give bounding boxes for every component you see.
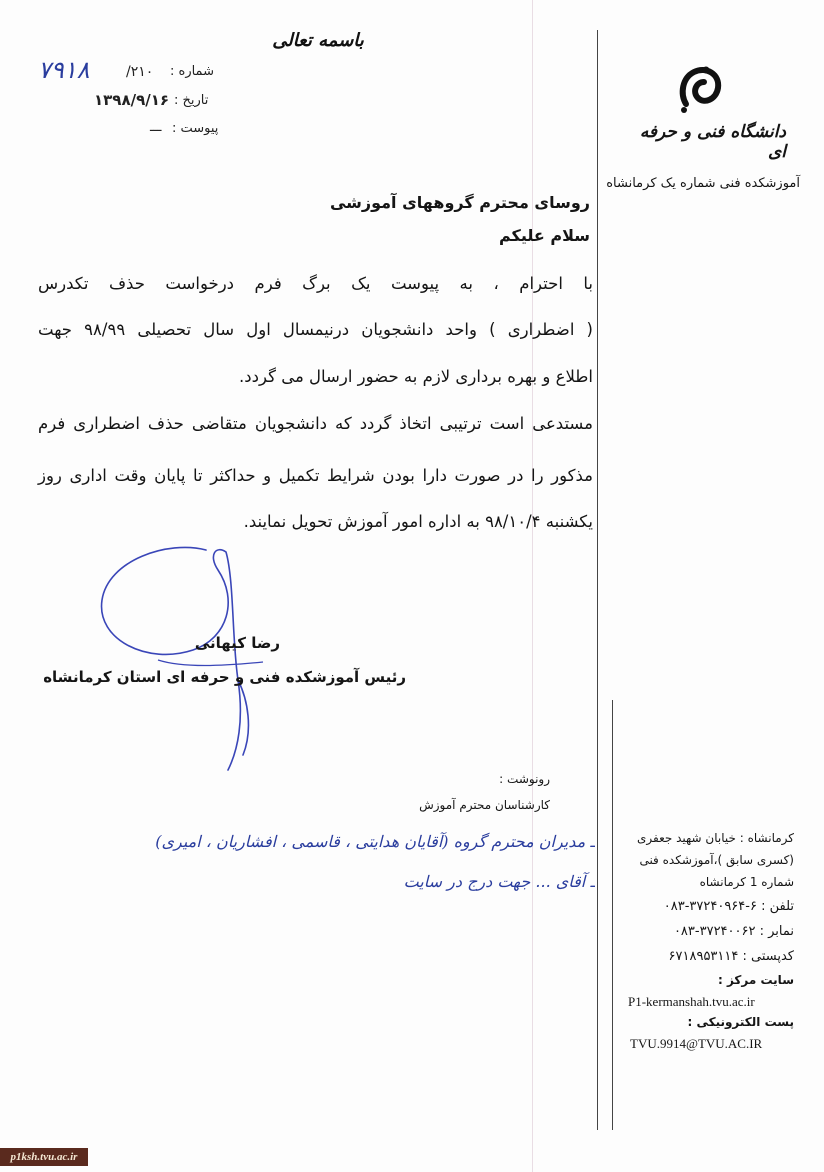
cc-recipient: کارشناسان محترم آموزش [419,798,550,812]
date-value: ۱۳۹۸/۹/۱۶ [94,91,170,109]
number-value: /۲۱۰ [126,64,154,80]
address-line-2: (کسری سابق )،آموزشکده فنی [639,853,794,867]
fold-line [532,0,533,1172]
email-link[interactable]: TVU.9914@TVU.AC.IR [630,1036,763,1051]
postal-code: کدپستی : ۶۷۱۸۹۵۳۱۱۴ [668,949,794,964]
number-handwritten: ۷۹۱۸ [38,56,90,84]
body-line-5: مذکور را در صورت دارا بودن شرایط تکمیل و حداکثر تا پایان وقت اداری روز [38,466,593,485]
email-label: پست الکترونیکی : [687,1015,794,1029]
cc-handwritten-line-1: ـ مدیران محترم گروه (آقایان هدایتی ، قاسمی ، افشاریان ، امیری) [155,832,595,851]
body-line-3: اطلاع و بهره برداری لازم به حضور ارسال می گردد. [239,367,593,386]
attachment-value: ـــ [150,120,162,135]
handwritten-signature-icon [88,540,268,780]
number-row [30,58,220,84]
site-label: سایت مرکز : [717,973,794,987]
cc-label: رونوشت : [499,772,550,786]
date-row [30,90,220,112]
university-logo-icon [676,64,724,116]
date-label: تاریخ : [174,93,209,108]
number-label: شماره : [170,64,214,79]
university-name: دانشگاه فنی و حرفه ای [639,122,786,162]
body-line-2: ( اضطراری ) واحد دانشجویان درنیمسال اول سال تحصیلی ۹۸/۹۹ جهت [38,320,593,339]
attachment-label: پیوست : [172,121,219,136]
recipient-line: روسای محترم گروههای آموزشی [329,193,590,212]
salutation: سلام علیکم [498,226,590,245]
contact-divider [612,700,613,1130]
body-line-1: با احترام ، به پیوست یک برگ فرم درخواست حذف تکدرس [38,274,593,293]
attachment-row [30,118,220,140]
body-line-6: یکشنبه ۹۸/۱۰/۴ به اداره امور آموزش تحویل نمایند. [243,512,593,531]
fax: نمابر : ۳۷۲۴۰۰۶۲-۰۸۳ [673,924,794,939]
address-line-3: شماره 1 کرمانشاه [699,875,794,889]
signatory-name: رضا کیهانی [194,634,280,652]
sidebar-divider [597,30,598,1130]
phone: تلفن : ۶-۳۷۲۴۰۹۶۴-۰۸۳ [663,899,794,914]
bismillah-heading: باسمه تعالی [272,30,364,51]
address-line-1: کرمانشاه : خیابان شهید جعفری [636,831,794,845]
cc-handwritten-line-2: ـ آقای ... جهت درج در سایت [403,872,595,891]
site-link[interactable]: P1-kermanshah.tvu.ac.ir [628,994,755,1009]
body-line-4: مستدعی است ترتیبی اتخاذ گردد که دانشجویان متقاضی حذف اضطراری فرم [38,414,593,433]
footer-badge[interactable]: p1ksh.tvu.ac.ir [0,1148,88,1166]
college-name: آموزشکده فنی شماره یک کرمانشاه [606,176,800,191]
signatory-title: رئیس آموزشکده فنی و حرفه ای استان کرمانشاه [43,668,406,686]
